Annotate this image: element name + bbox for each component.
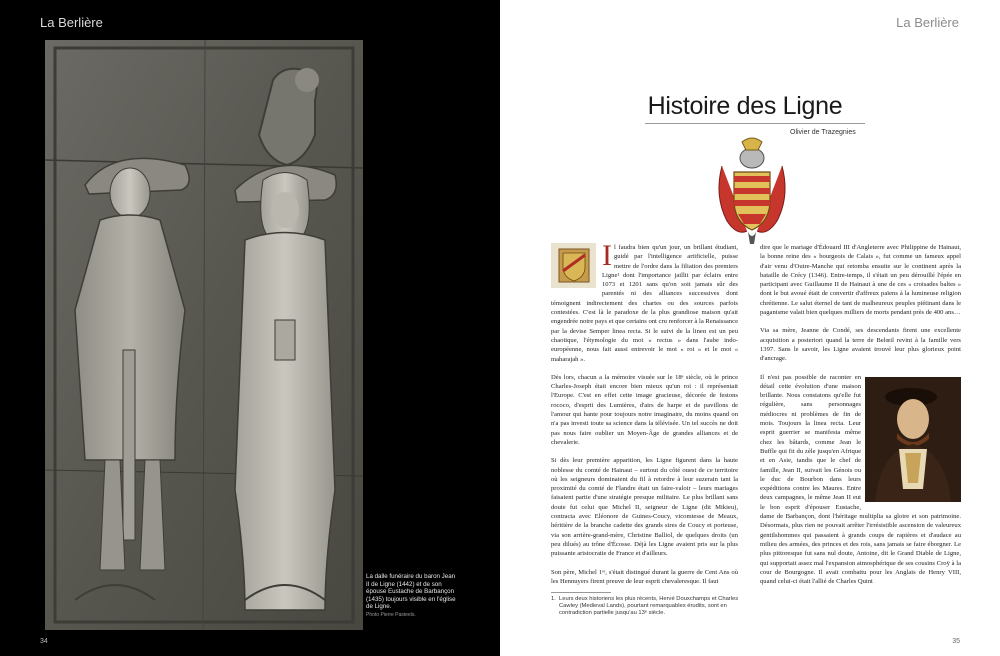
funerary-slab-photo: [45, 40, 363, 630]
drop-cap: I: [602, 239, 612, 272]
footnote: [551, 596, 741, 618]
coat-of-arms-icon: [712, 136, 792, 248]
title-rule: [645, 123, 865, 124]
running-head-right: La Berlière: [896, 15, 959, 30]
photo-caption: [366, 573, 458, 620]
body-column-2: [760, 243, 961, 595]
footnote-text: Leurs deux historiens les plus récents, Hervé Douxchamps et Charles Cawley (Medieval Lands), pourtant remarquables érudits, sont en contradiction partielle jusqu'au 13ᵉ siècle.: [559, 596, 739, 617]
paragraph: Via sa mère, Jeanne de Condé, ses descendants firent une excellente acquisition a posteriori quand la terre de Belœil revint à la famille vers 1397. Sans le savoir, les Ligne avaient trouvé leur plus glorieux point d'ancrage.: [760, 327, 961, 363]
paragraph: dire que le mariage d'Édouard III d'Angleterre avec Philippine de Hainaut, la bonne reine des « bourgeois de Calais », fut comme un fameux appel d'air venu d'Outre-Manche qui retomba ensuite sur le continent après la bataille de Crécy (1346). Entre-temps, il s'était un peu dérouillé l'épée en participant avec Guillaume II de Hainaut à une de ces « croisades baltes » dont le but avoué était de convertir d'affreux païens à la lumineuse religion chrétienne. Le salut éternel de tant de malheureux peuples piétinant dans le paganisme valait bien quelques milliers de morts pendant près de 400 ans…: [760, 244, 961, 317]
article-title: Histoire des Ligne: [647, 92, 843, 120]
body-column-1: [551, 239, 738, 595]
caption-credit: Photo Pierre Pasteels.: [366, 611, 416, 618]
page-number-right: 35: [952, 638, 960, 645]
portrait-painting-icon: [865, 377, 961, 502]
paragraph: Son père, Michel 1ᵉʳ, s'était distingué durant la guerre de Cent Ans où les Hennuyers firent preuve de leur esprit chevaleresque. Il faut: [551, 568, 738, 585]
article-author: Olivier de Trazegnies: [790, 129, 856, 136]
paragraph: [760, 373, 961, 587]
caption-text: La dalle funéraire du baron Jean II de Ligne (1442) et de son épouse Eustache de Barbançon (1435) toujours visible en l'église de Ligne.: [366, 573, 456, 611]
paragraph: [551, 239, 738, 364]
paragraph-text: Il n'est pas possible de raconter en détail cette évolution d'une maison brillante. Nous constatons qu'elle fut régulière, sans personnages médiocres ni problèmes de fin de mois. Toujours la linea recta. Leur esprit guerrier se manifesta même chez les bâtards, comme Jean le Buffle qui fit du zèle jusqu'en Afrique et en Asie, tandis que le chef de famille, Jean II, suivait les Génois ou le duc de Bourbon dans leurs expéditions contre les Maures. Entre deux campagnes, le même Jean II eut le bon esprit d'épouser Eustache, dame de Barbançon, dont l'héritage multiplia sa gloire et son patrimoine. Désormais, plus rien ne pouvait arrêter l'irrésistible ascension de valeureux gentilshommes qui passaient à grands coups de rapières et d'audace au milieu des armées, des princes et des rois, sans jamais se faire éborgner. Le plus pittoresque fut sans nul doute, Antoine, dit le Grand Diable de Ligne, qui supportait assez mal l'expansion atmosphérique de ses cousins Croÿ à la cour de Bourgogne. Il avait combattu pour les Anglais de Henry VIII, quand celui-ci était l'allié de Charles Quint: [760, 373, 961, 586]
paragraph: Dès lors, chacun a la mémoire visuée sur le 18ᵉ siècle, où le prince Charles-Joseph était encore bien mieux qu'un roi : il représentait l'Europe. C'est en effet cette image gracieuse, décorée de festons rococo, d'esprit des Lumières, d'airs de harpe et de pavillons de l'amour qui hante pour toujours notre imaginaire, du moins quand on n'a pas investi toute sa science dans la télévisée. Un tel succès ne doit pas nous faire oublier un Moyen-Âge de grandes alliances et de chevalerie.: [551, 373, 738, 446]
paragraph-text: l faudra bien qu'un jour, un brillant étudiant, guidé par l'intelligence artificielle, puisse mettre de l'ordre dans la filiation des premiers Ligne¹ dont l'importance jaillit par éclairs entre 1073 et 1201 sans qu'on soit jamais sûr des parentés ni des alliances successives dont témoignent indirectement des chartes ou des sources parfois contestées. C'est là le paradoxe de la plus grandiose maison qu'ait engendrée notre pays et que certains ont cru renforcer à la Renaissance par la devise Semper linea recta. Si le suivi de la lineα est un peu chaotique, l'étymologie du mot « rectus » dans l'aube indo-européenne, nous fait aussi entrevoir le mot « roi » et le mot « maharajah ».: [551, 244, 738, 363]
page-number-left: 34: [40, 638, 48, 645]
running-head-left: La Berlière: [40, 15, 103, 30]
manuscript-thumbnail-icon: [551, 243, 596, 288]
footnote-number: 1.: [551, 596, 556, 602]
paragraph: Si dès leur première apparition, les Ligne figurent dans la haute noblesse du comté de Hainaut – surtout du côté ouest de ce territoire où les seigneurs dominaient du fil à retordre à leur suzerain tant la proximité du comté de Flandre était un faire-valoir – leurs mariages faisaient partie d'une stratégie presque militaire. Le plus brillant sans doute fut celui que Michel II, seigneur de Ligne (dit Mikieu), contracta avec Eléonore de Guines-Coucy, vicomtesse de Meaux, héritière de la branche cadette des grands sires de Coucy et porteuse, via son arrière-grand-mère, Christine Balliol, de quelques droits (un peu dilués) au trône d'Écosse. Déjà les Ligne avaient pris sur la plus puissante aristocratie de France et d'ailleurs.: [551, 457, 738, 558]
footnote-rule: [551, 592, 611, 593]
